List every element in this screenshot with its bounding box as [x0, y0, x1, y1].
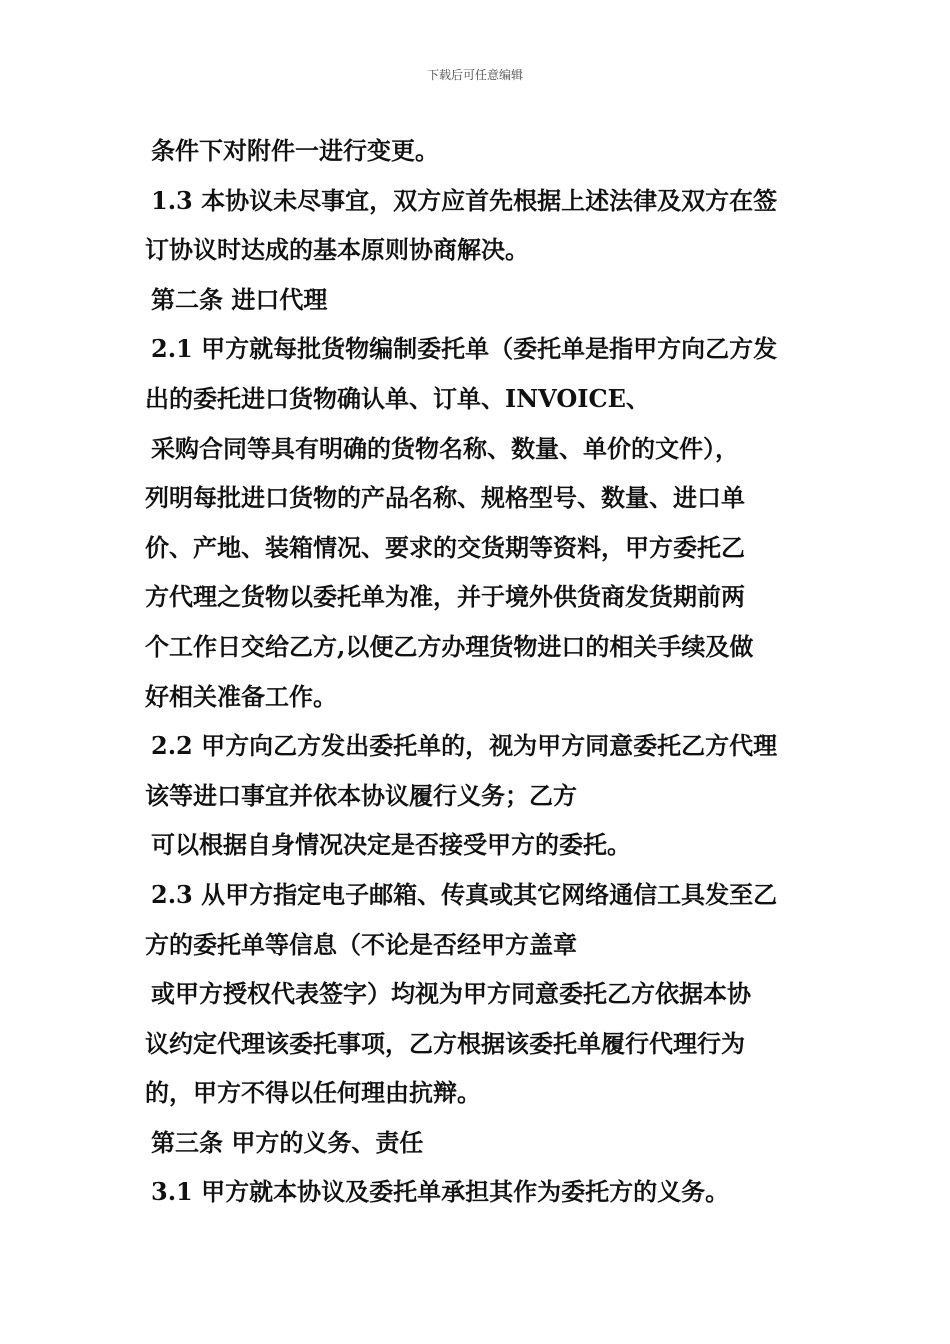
document-body: [145, 126, 810, 1217]
text-line: 出的委托进口货物确认单、订单、INVOICE、: [145, 383, 650, 413]
text-line: 2.1 甲方就每批货物编制委托单（委托单是指甲方向乙方发: [151, 334, 778, 364]
text-line: 议约定代理该委托事项，乙方根据该委托单履行代理行为: [145, 1028, 745, 1058]
section-heading: 第三条 甲方的义务、责任: [151, 1127, 424, 1157]
text-line: 价、产地、装箱情况、要求的交货期等资料，甲方委托乙: [145, 532, 745, 562]
text-line: 2.3 从甲方指定电子邮箱、传真或其它网络通信工具发至乙: [151, 879, 778, 909]
text-line: 2.2 甲方向乙方发出委托单的，视为甲方同意委托乙方代理: [151, 731, 778, 761]
text-line: 该等进口事宜并依本协议履行义务；乙方: [145, 780, 577, 810]
section-heading: 第二条 进口代理: [151, 284, 328, 314]
text-line: 好相关准备工作。: [145, 681, 337, 711]
text-line: 订协议时达成的基本原则协商解决。: [145, 235, 529, 265]
text-line: 可以根据自身情况决定是否接受甲方的委托。: [151, 830, 631, 860]
text-line: 方的委托单等信息（不论是否经甲方盖章: [145, 929, 577, 959]
page-header: 下载后可任意编辑: [426, 68, 523, 82]
text-line: 个工作日交给乙方,以便乙方办理货物进口的相关手续及做: [145, 631, 754, 661]
text-line: 或甲方授权代表签字）均视为甲方同意委托乙方依据本协: [151, 979, 751, 1009]
text-line: 1.3 本协议未尽事宜，双方应首先根据上述法律及双方在签: [151, 185, 778, 215]
text-line: 采购合同等具有明确的货物名称、数量、单价的文件），: [151, 433, 739, 463]
text-line: 方代理之货物以委托单为准，并于境外供货商发货期前两: [145, 582, 745, 612]
text-line: 的，甲方不得以任何理由抗辩。: [145, 1078, 481, 1108]
text-line: 条件下对附件一进行变更。: [151, 136, 439, 165]
text-line: 3.1 甲方就本协议及委托单承担其作为委托方的义务。: [151, 1177, 730, 1207]
text-line: 列明每批进口货物的产品名称、规格型号、数量、进口单: [145, 483, 745, 513]
